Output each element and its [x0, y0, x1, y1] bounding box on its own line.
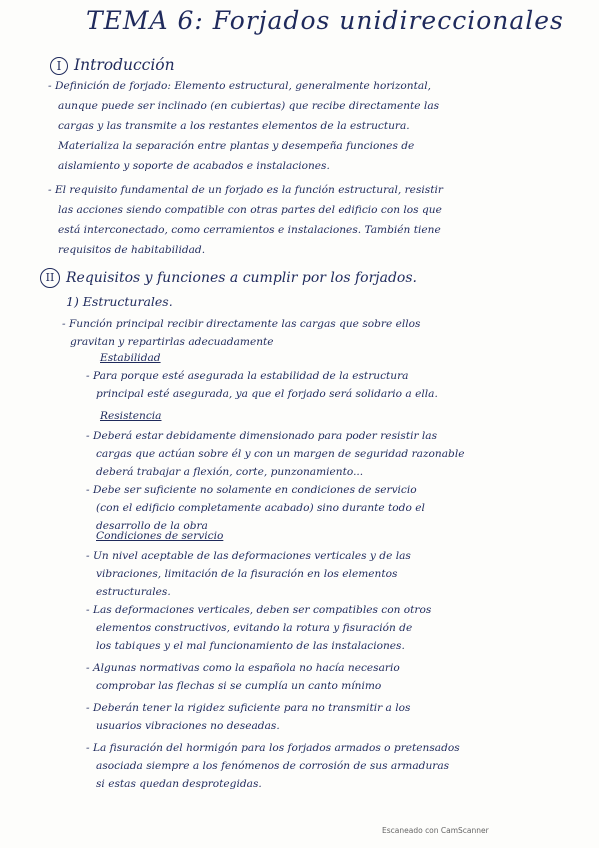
resistencia-line: - Deberá estar debidamente dimensionado para poder resistir las — [86, 430, 438, 442]
page-title: TEMA 6: Forjados unidireccionales — [86, 6, 564, 35]
resistencia-line: desarrollo de la obra — [96, 520, 208, 532]
section-heading: Requisitos y funciones a cumplir por los forjados. — [66, 270, 417, 286]
servicio-line: los tabiques y el mal funcionamiento de las instalaciones. — [96, 640, 405, 652]
estabilidad-line: - Para porque esté asegurada la estabilidad de la estructura — [86, 370, 409, 382]
intro-line: está interconectado, como cerramientos e instalaciones. También tiene — [58, 224, 441, 236]
intro-line: aunque puede ser inclinado (en cubiertas) que recibe directamente las — [58, 100, 440, 112]
resistencia-line: (con el edificio completamente acabado) sino durante todo el — [96, 502, 425, 514]
function-line: gravitan y repartirlas adecuadamente — [70, 336, 274, 348]
section-heading: Introducción — [74, 56, 175, 74]
servicio-line: - La fisuración del hormigón para los forjados armados o pretensados — [86, 742, 460, 754]
servicio-line: vibraciones, limitación de la fisuración en los elementos — [96, 568, 398, 580]
intro-line: requisitos de habitabilidad. — [58, 244, 206, 256]
intro-line: - Definición de forjado: Elemento estructural, generalmente horizontal, — [48, 80, 431, 92]
servicio-line: - Un nivel aceptable de las deformaciones verticales y de las — [86, 550, 411, 562]
servicio-line: elementos constructivos, evitando la rotura y fisuración de — [96, 622, 413, 634]
servicio-line: asociada siempre a los fenómenos de corrosión de sus armaduras — [96, 760, 450, 772]
label-condiciones-servicio: Condiciones de servicio — [96, 530, 224, 542]
section-introduccion — [50, 56, 175, 75]
resistencia-line: deberá trabajar a flexión, corte, punzonamiento... — [96, 466, 364, 478]
intro-line: aislamiento y soporte de acabados e instalaciones. — [58, 160, 330, 172]
servicio-line: - Las deformaciones verticales, deben ser compatibles con otros — [86, 604, 432, 616]
label-resistencia: Resistencia — [100, 410, 162, 422]
section-number-badge: II — [40, 268, 60, 288]
servicio-line: comprobar las flechas si se cumplía un canto mínimo — [96, 680, 382, 692]
resistencia-line: - Debe ser suficiente no solamente en condiciones de servicio — [86, 484, 417, 496]
servicio-line: - Algunas normativas como la española no hacía necesario — [86, 662, 400, 674]
section-number-badge: I — [50, 57, 68, 75]
intro-line: Materializa la separación entre plantas y desempeña funciones de — [58, 140, 415, 152]
resistencia-line: cargas que actúan sobre él y con un margen de seguridad razonable — [96, 448, 465, 460]
label-estabilidad: Estabilidad — [100, 352, 161, 364]
estabilidad-line: principal esté asegurada, ya que el forjado será solidario a ella. — [96, 388, 438, 400]
intro-line: - El requisito fundamental de un forjado es la función estructural, resistir — [48, 184, 443, 196]
section-requisitos — [40, 268, 417, 288]
scanner-watermark: Escaneado con CamScanner — [382, 826, 489, 835]
servicio-line: si estas quedan desprotegidas. — [96, 778, 262, 790]
subheading-estructurales: 1) Estructurales. — [66, 294, 173, 309]
intro-line: cargas y las transmite a los restantes elementos de la estructura. — [58, 120, 410, 132]
servicio-line: usuarios vibraciones no deseadas. — [96, 720, 280, 732]
servicio-line: - Deberán tener la rigidez suficiente para no transmitir a los — [86, 702, 411, 714]
intro-line: las acciones siendo compatible con otras partes del edificio con los que — [58, 204, 442, 216]
servicio-line: estructurales. — [96, 586, 171, 598]
function-line: - Función principal recibir directamente las cargas que sobre ellos — [62, 318, 421, 330]
